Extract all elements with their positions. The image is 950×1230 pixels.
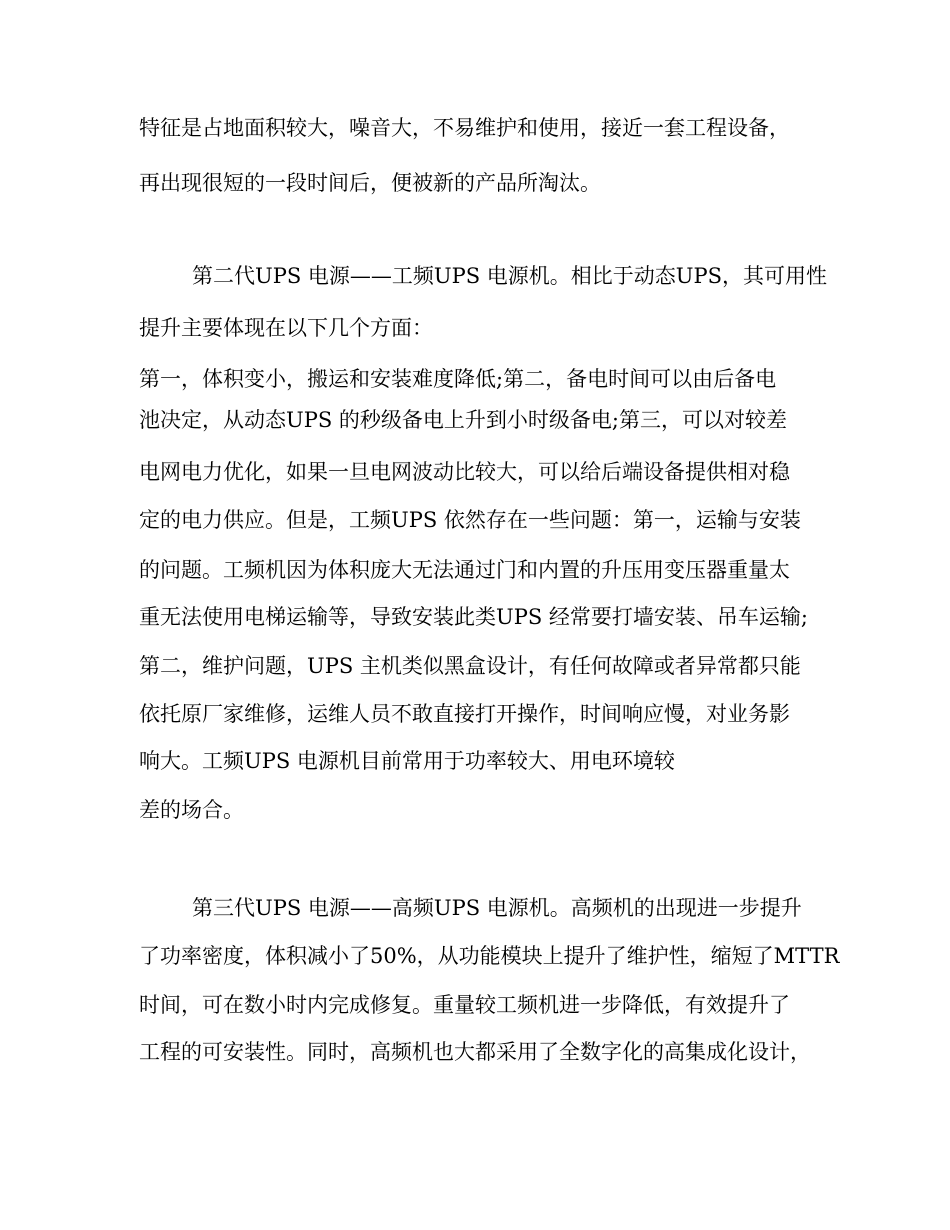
text-line: 第二，维护问题，UPS 主机类似黑盒设计，有任何故障或者异常都只能 — [139, 654, 801, 678]
text-line: 第二代UPS 电源——工频UPS 电源机。相比于动态UPS，其可用性 — [192, 264, 827, 288]
text-line: 时间，可在数小时内完成修复。重量较工频机进一步降低，有效提升了 — [139, 993, 790, 1017]
text-line: 了功率密度，体积减小了50%，从功能模块上提升了维护性，缩短了MTTR — [139, 944, 840, 968]
text-line: 重无法使用电梯运输等，导致安装此类UPS 经常要打墙安装、吊车运输; — [139, 605, 808, 629]
text-line: 第一，体积变小，搬运和安装难度降低;第二，备电时间可以由后备电 — [139, 367, 777, 391]
text-line: 定的电力供应。但是，工频UPS 依然存在一些问题：第一，运输与安装 — [139, 508, 801, 532]
text-line: 第三代UPS 电源——高频UPS 电源机。高频机的出现进一步提升 — [192, 896, 802, 920]
text-line: 池决定，从动态UPS 的秒级备电上升到小时级备电;第三，可以对较差 — [139, 408, 787, 432]
text-line: 的问题。工频机因为体积庞大无法通过门和内置的升压用变压器重量太 — [139, 558, 790, 582]
text-line: 差的场合。 — [139, 798, 244, 822]
text-line: 响大。工频UPS 电源机目前常用于功率较大、用电环境较 — [139, 749, 675, 773]
text-line: 依托原厂家维修，运维人员不敢直接打开操作，时间响应慢，对业务影 — [139, 702, 790, 726]
text-line: 再出现很短的一段时间后，便被新的产品所淘汰。 — [139, 171, 601, 195]
text-line: 工程的可安装性。同时，高频机也大都采用了全数字化的高集成化设计， — [139, 1040, 811, 1064]
text-line: 电网电力优化，如果一旦电网波动比较大，可以给后端设备提供相对稳 — [139, 460, 790, 484]
text-line: 特征是占地面积较大，噪音大，不易维护和使用，接近一套工程设备， — [139, 116, 790, 140]
text-line: 提升主要体现在以下几个方面： — [139, 316, 433, 340]
